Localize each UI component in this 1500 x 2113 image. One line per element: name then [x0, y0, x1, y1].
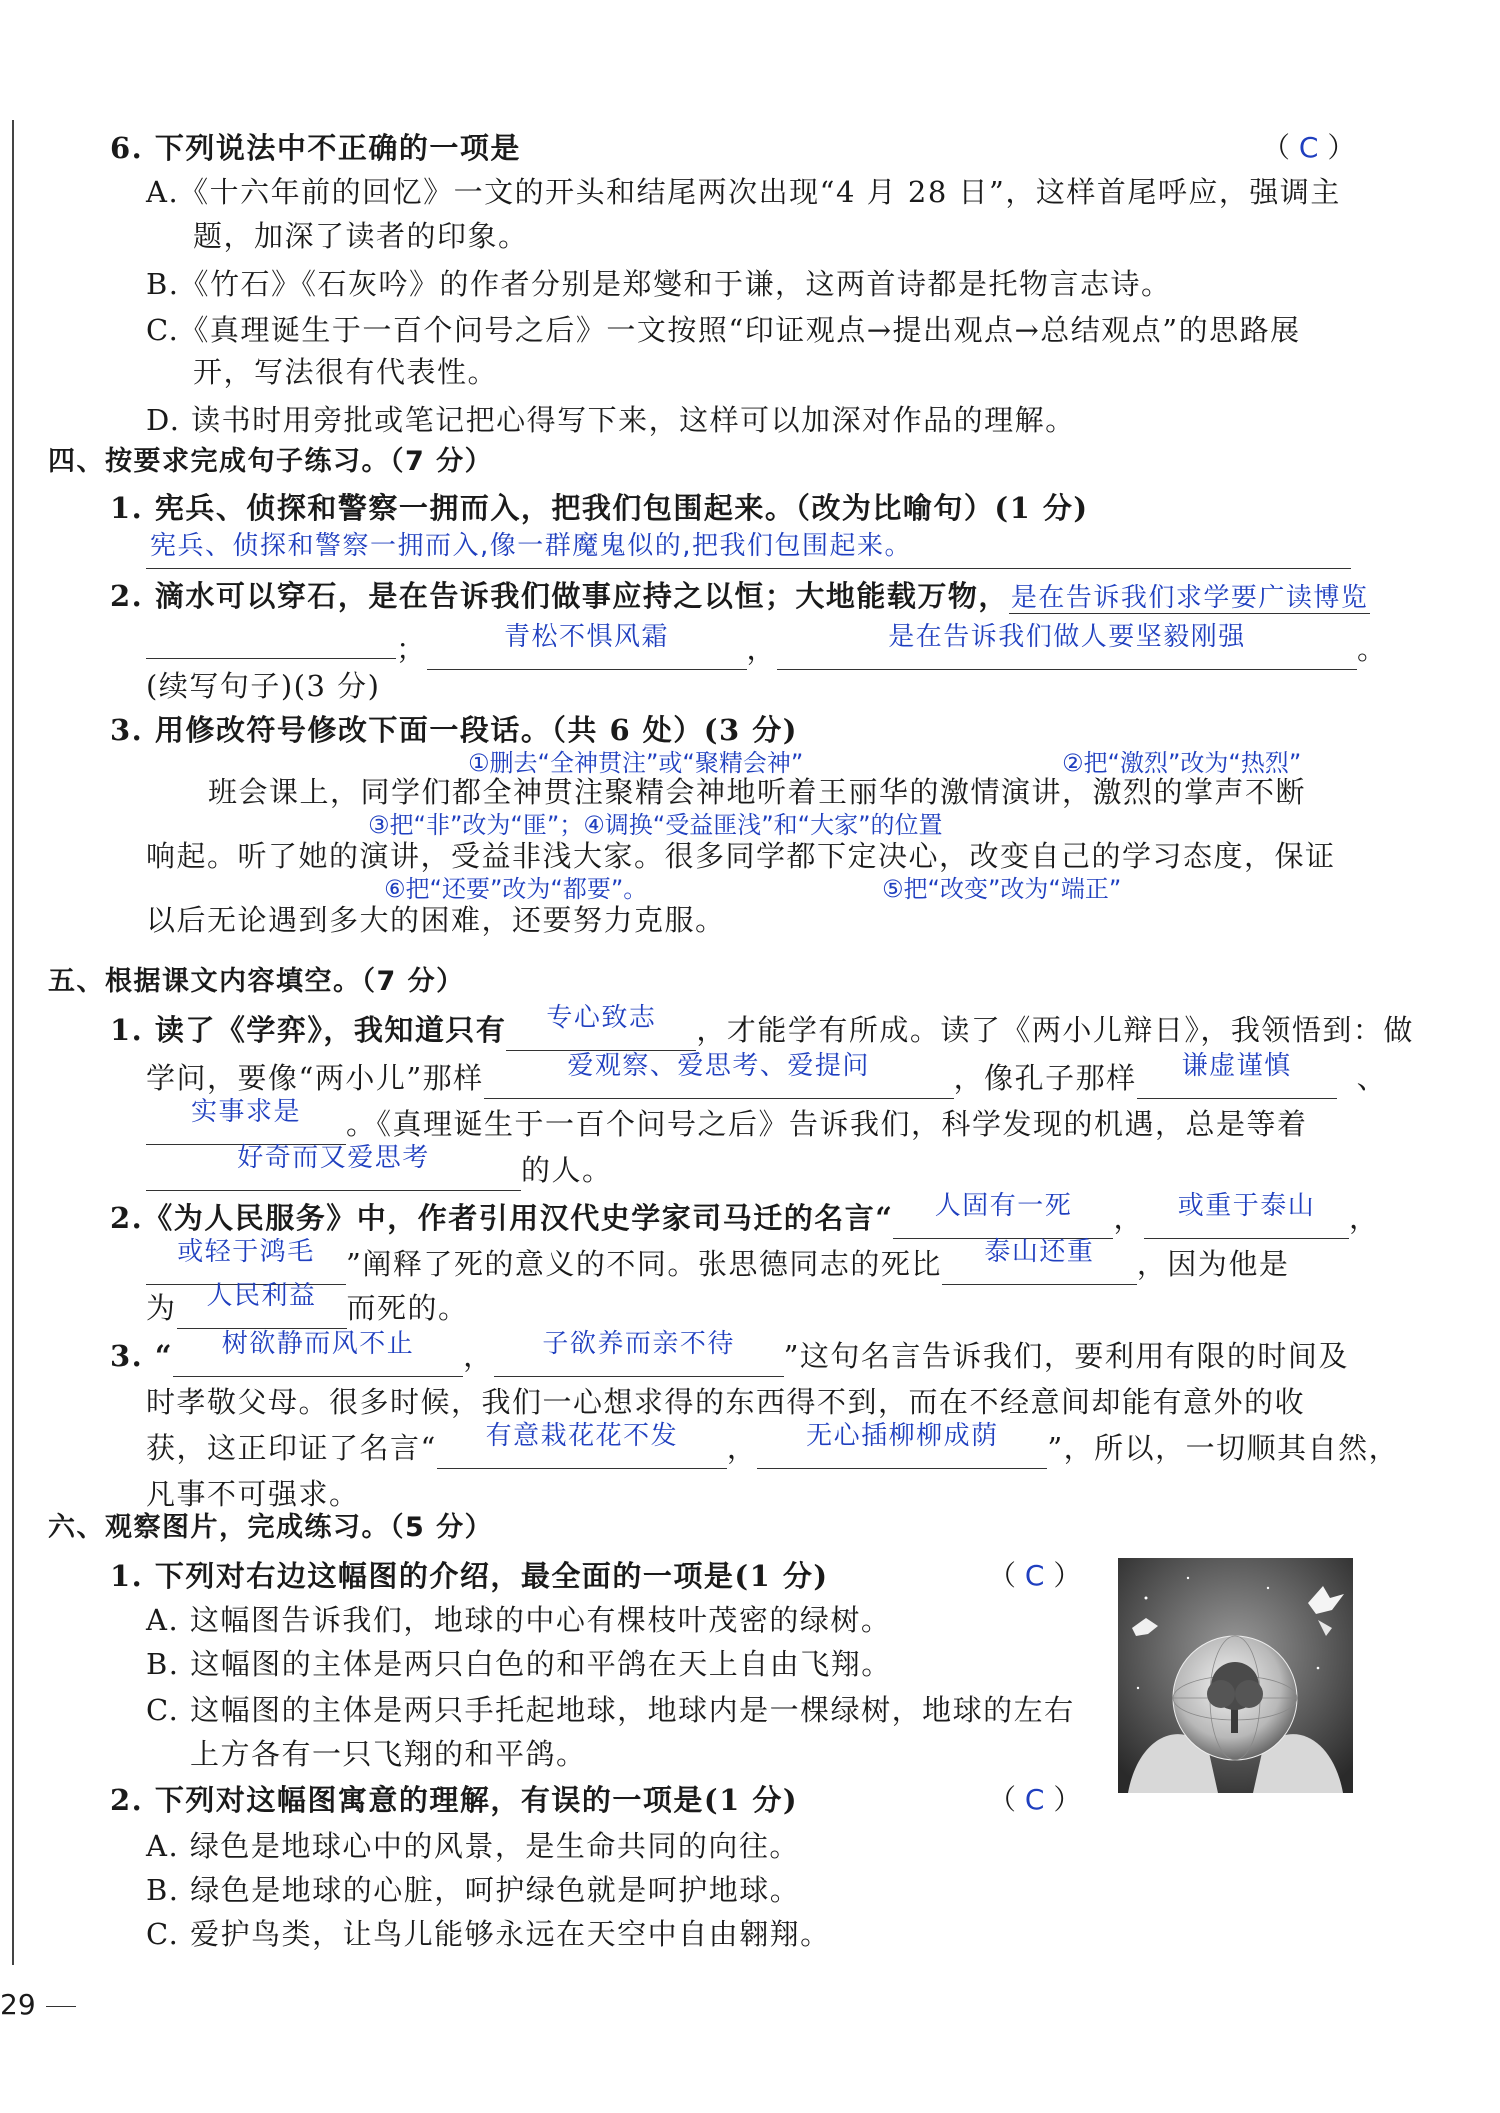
s5-blank-8[interactable] [146, 1237, 346, 1285]
s5-blank-7[interactable] [1144, 1191, 1349, 1239]
s4-q2-text [110, 576, 1370, 618]
s5-blank-13[interactable] [437, 1421, 727, 1469]
s4-note-2: ②把“激烈”改为“热烈” [1062, 749, 1302, 777]
s5-ans7: 或重于泰山 [1177, 1191, 1316, 1221]
s5-q2-a: 2.《为人民服务》中，作者引用汉代史学家司马迁的名言“ [110, 1201, 894, 1235]
s5-blank-12[interactable] [494, 1329, 784, 1377]
q6-option-c-line1: C.《真理诞生于一百个问号之后》一文按照“印证观点→提出观点→总结观点”的思路展 [146, 313, 1301, 347]
q6-answer-paren: （ C ） [1262, 131, 1356, 164]
s5-ans12: 子欲养而亲不待 [542, 1329, 735, 1359]
s5-ans5: 好奇而又爱思考 [237, 1143, 430, 1173]
s5-q3-b: ”这句名言告诉我们，要利用有限的时间及 [783, 1339, 1349, 1373]
s5-q3-line2: 时孝敬父母。很多时候，我们一心想求得的东西得不到，而在不经意间却能有意外的收 [146, 1385, 1306, 1419]
s5-q1-d: ，像孔子那样 [953, 1061, 1137, 1095]
s4-q2-period: 。 [1357, 632, 1388, 666]
s4-q1-answer: 宪兵、侦探和警察一拥而入,像一群魔鬼似的,把我们包围起来。 [150, 531, 913, 561]
s5-q3-line1 [110, 1329, 1349, 1377]
s5-q2-line2 [146, 1237, 1290, 1285]
s5-q1-g: 的人。 [521, 1153, 613, 1187]
s4-q2-blank-1[interactable] [146, 622, 396, 659]
s5-q1-line4 [146, 1143, 613, 1191]
s4-q1-stem: 1. 宪兵、侦探和警察一拥而入，把我们包围起来。（改为比喻句）(1 分) [110, 491, 1089, 525]
s6-q1-option-a: A. 这幅图告诉我们，地球的中心有棵枝叶茂密的绿树。 [146, 1603, 892, 1637]
s5-blank-9[interactable] [942, 1237, 1137, 1285]
s5-q1-line2 [146, 1051, 1388, 1099]
s6-q1-option-c-line2: 上方各有一只飞翔的和平鸽。 [190, 1737, 587, 1771]
s4-note-1: ①删去“全神贯注”或“聚精会神” [468, 749, 804, 777]
s4-note-5: ⑤把“改变”改为“端正” [882, 875, 1122, 903]
s4-q2-tail: (续写句子)(3 分) [146, 669, 381, 703]
s5-q3-a: 3. “ [110, 1339, 174, 1373]
s5-blank-1[interactable] [506, 1003, 696, 1051]
s5-ans8: 或轻于鸿毛 [177, 1237, 315, 1267]
q6-option-b: B.《竹石》《石灰吟》的作者分别是郑燮和于谦，这两首诗都是托物言志诗。 [146, 267, 1172, 301]
s4-q2-answer3: 是在告诉我们做人要坚毅刚强 [888, 622, 1246, 652]
s6-q2-answer-paren: （ C ） [988, 1783, 1082, 1816]
s4-q2-answer1: 是在告诉我们求学要广读博览 [1010, 583, 1369, 613]
s4-note-4: ⑥把“还要”改为“都要”。 [384, 875, 648, 903]
s6-q2-option-c: C. 爱护鸟类，让鸟儿能够永远在天空中自由翱翔。 [146, 1917, 831, 1951]
s5-q2-e: 而死的。 [346, 1291, 469, 1325]
s5-q2-line1 [110, 1191, 1380, 1239]
s4-q3-stem: 3. 用修改符号修改下面一段话。（共 6 处）(3 分) [110, 713, 798, 747]
s5-ans4: 实事求是 [190, 1097, 301, 1127]
s5-blank-3[interactable] [1137, 1051, 1337, 1099]
s5-blank-5[interactable] [146, 1143, 521, 1191]
s5-q3-d: 获，这正印证了名言“ [146, 1431, 437, 1465]
s5-ans1: 专心致志 [546, 1003, 657, 1033]
q6-option-d: D. 读书时用旁批或笔记把心得写下来，这样可以加深对作品的理解。 [146, 403, 1076, 437]
s5-q1-e: 、 [1356, 1061, 1388, 1095]
page-number-dash [46, 2006, 76, 2007]
section-5-title: 五、根据课文内容填空。（7 分） [48, 966, 465, 997]
s6-q1-answer-paren: （ C ） [988, 1559, 1082, 1592]
section-6-title: 六、观察图片，完成练习。（5 分） [48, 1512, 494, 1543]
s5-ans3: 谦虚谨慎 [1181, 1051, 1292, 1081]
s4-q2-blank-3[interactable] [777, 622, 1357, 670]
s5-q2-line3 [146, 1281, 469, 1329]
s4-note-3: ③把“非”改为“匪”；④调换“受益匪浅”和“大家”的位置 [368, 811, 943, 839]
s4-q1-answer-line [146, 568, 1351, 569]
s5-q1-line1 [110, 1003, 1414, 1051]
s6-q1-option-c-line1: C. 这幅图的主体是两只手托起地球，地球内是一棵绿树，地球的左右 [146, 1693, 1075, 1727]
s4-q2-text-label: 2. 滴水可以穿石，是在告诉我们做事应持之以恒；大地能载万物， [110, 579, 1009, 613]
s6-q2-option-b: B. 绿色是地球的心脏，呵护绿色就是呵护地球。 [146, 1873, 801, 1907]
s4-paragraph-line1: 班会课上，同学们都全神贯注聚精会神地听着王丽华的激情演讲，激烈的掌声不断 [208, 775, 1307, 809]
s4-paragraph-line3: 以后无论遇到多大的困难，还要努力克服。 [146, 903, 726, 937]
s6-q2-stem: 2. 下列对这幅图寓意的理解，有误的一项是(1 分) [110, 1783, 799, 1817]
s5-q2-comma: ， [1113, 1201, 1144, 1235]
q6-option-c-line2: 开，写法很有代表性。 [193, 355, 499, 389]
s6-q1-option-b: B. 这幅图的主体是两只白色的和平鸽在天上自由飞翔。 [146, 1647, 892, 1681]
s5-blank-14[interactable] [757, 1421, 1047, 1469]
s5-q3-e: ”，所以，一切顺其自然， [1047, 1431, 1400, 1465]
s4-q2-answer2: 青松不惧风霜 [504, 622, 670, 652]
s6-q1-stem: 1. 下列对右边这幅图的介绍，最全面的一项是(1 分) [110, 1559, 829, 1593]
margin-line [12, 120, 14, 1965]
s6-q2-option-a: A. 绿色是地球心中的风景，是生命共同的向往。 [146, 1829, 800, 1863]
s5-q1-c: 学问，要像“两小儿”那样 [146, 1061, 484, 1095]
section-4-title: 四、按要求完成句子练习。（7 分） [48, 446, 494, 477]
s5-q1-f: 。《真理诞生于一百个问号之后》告诉我们，科学发现的机遇，总是等着 [346, 1107, 1308, 1141]
s4-q2-blanks-line[interactable] [146, 622, 1388, 670]
s4-q2-blank-2[interactable] [427, 622, 747, 670]
s5-ans6: 人固有一死 [934, 1191, 1073, 1221]
s5-ans14: 无心插柳柳成荫 [806, 1421, 999, 1451]
s5-ans9: 泰山还重 [984, 1237, 1095, 1267]
s5-blank-10[interactable] [177, 1281, 347, 1329]
s4-q2-semicolon: ； [396, 632, 427, 666]
q6-option-a-line1: A.《十六年前的回忆》一文的开头和结尾两次出现“4 月 28 日”，这样首尾呼应，强调主 [146, 175, 1341, 209]
s5-blank-6[interactable] [893, 1191, 1113, 1239]
s5-q2-d: 为 [146, 1291, 177, 1325]
s5-ans11: 树欲静而风不止 [221, 1329, 415, 1359]
page-number: 29 [0, 1988, 36, 2021]
globe-illustration [1118, 1558, 1353, 1793]
s6-q1-answer: C [1024, 1559, 1045, 1592]
s5-q2-comma2: ， [1348, 1201, 1380, 1235]
s5-blank-4[interactable] [146, 1097, 346, 1145]
s5-q3-line4: 凡事不可强求。 [146, 1477, 360, 1511]
s5-q1-b: ，才能学有所成。读了《两小儿辩日》，我领悟到：做 [696, 1013, 1414, 1047]
s5-q1-a: 1. 读了《学弈》，我知道只有 [110, 1013, 507, 1047]
q6-stem: 6. 下列说法中不正确的一项是 [110, 131, 521, 165]
q6-answer: C [1298, 131, 1319, 164]
s5-q3-comma2: ， [726, 1431, 758, 1465]
s5-q2-b: ”阐释了死的意义的不同。张思德同志的死比 [346, 1247, 942, 1281]
s5-q2-c: ，因为他是 [1136, 1247, 1290, 1281]
s6-q2-answer: C [1024, 1783, 1045, 1816]
s5-ans2: 爱观察、爱思考、爱提问 [567, 1051, 870, 1081]
s5-q1-line3 [146, 1097, 1308, 1145]
s5-blank-2[interactable] [484, 1051, 954, 1099]
s5-q3-line3 [146, 1421, 1400, 1469]
s4-q2-comma: ， [746, 632, 778, 666]
s5-ans10: 人民利益 [206, 1281, 317, 1311]
s5-q3-comma: ， [463, 1339, 494, 1373]
globe-tree-doves-picture [1118, 1558, 1353, 1793]
s5-blank-11[interactable] [173, 1329, 463, 1377]
s4-paragraph-line2: 响起。听了她的演讲，受益非浅大家。很多同学都下定决心，改变自己的学习态度，保证 [146, 839, 1336, 873]
q6-option-a-line2: 题，加深了读者的印象。 [193, 219, 529, 253]
s5-ans13: 有意栽花花不发 [485, 1421, 679, 1451]
